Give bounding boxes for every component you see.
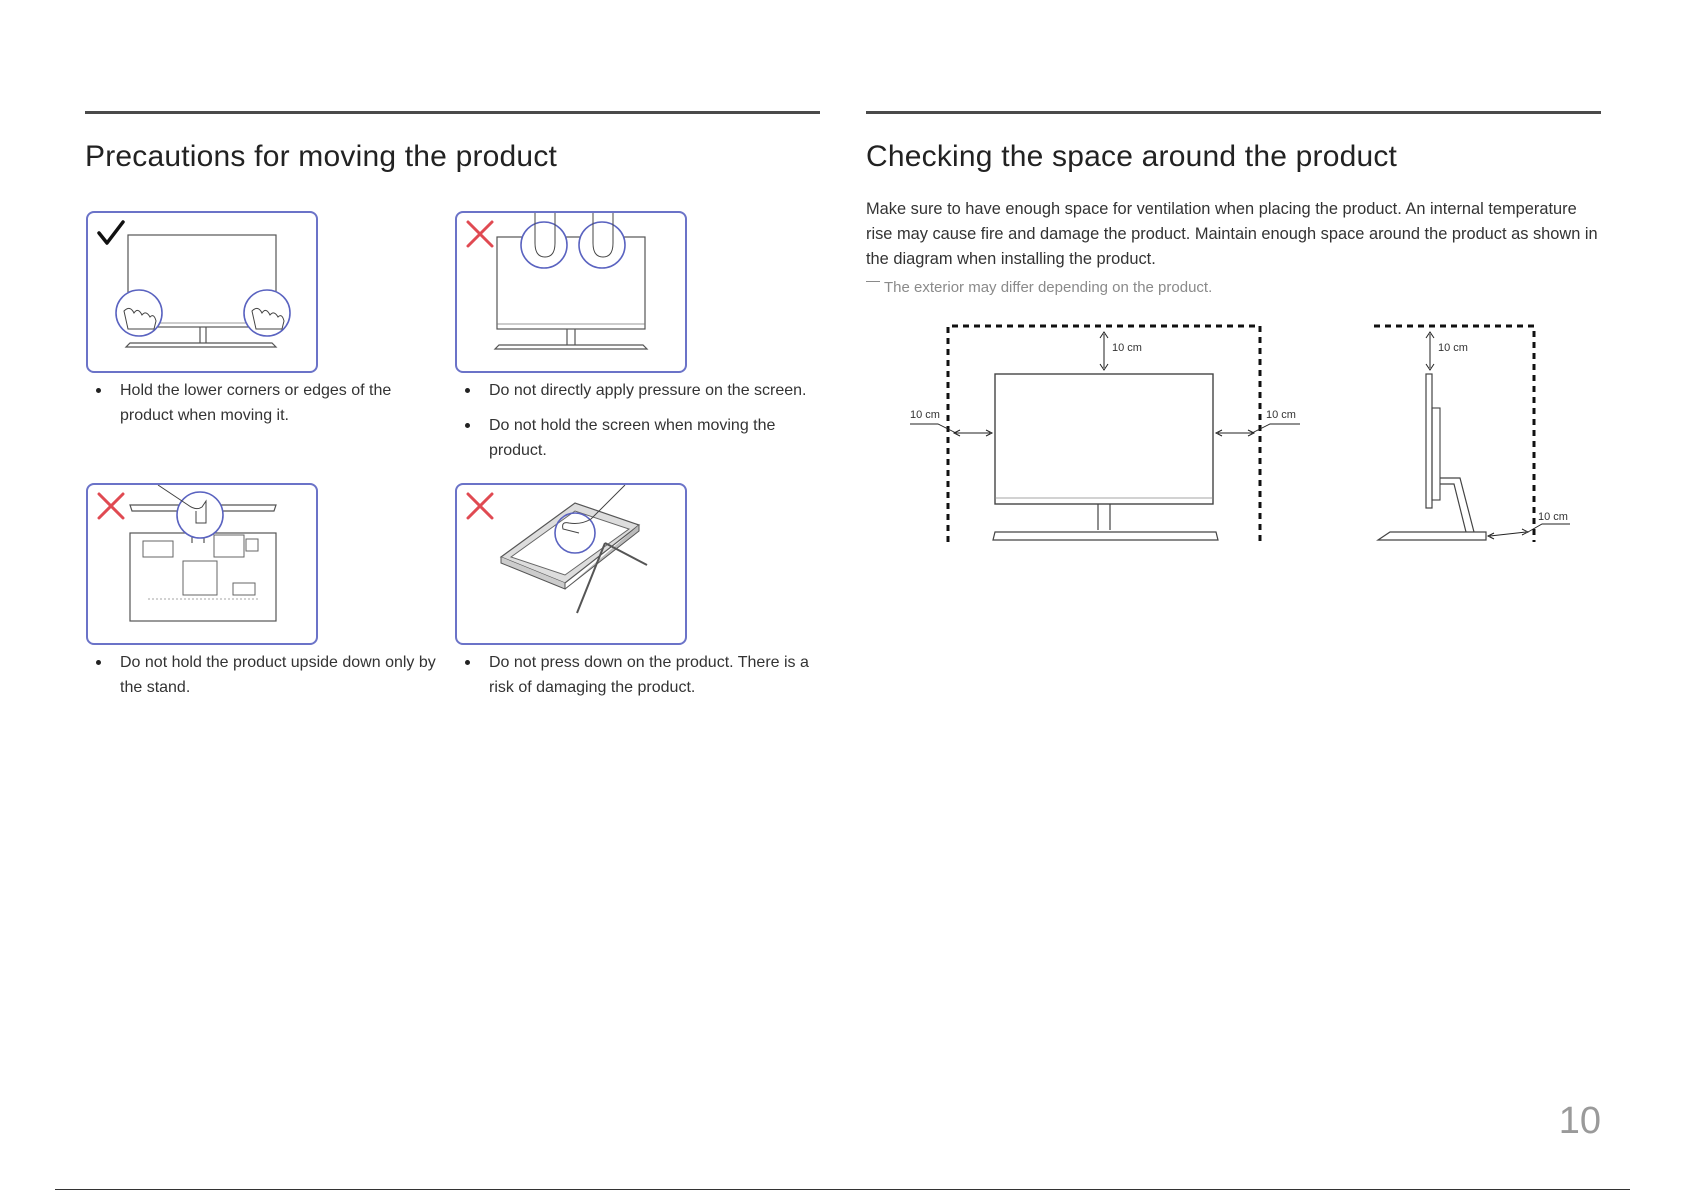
front-top-label: 10 cm <box>1112 342 1142 354</box>
illustration-upside-down <box>86 483 318 645</box>
check-icon <box>96 219 126 247</box>
section-title-moving: Precautions for moving the product <box>85 140 558 173</box>
bullet-item: Do not press down on the product. There is a risk of damaging the product. <box>455 650 815 700</box>
side-clearance-diagram <box>1370 318 1580 550</box>
bullet-list-3 <box>86 650 446 710</box>
side-back-label: 10 cm <box>1538 511 1568 523</box>
bullet-item: Do not directly apply pressure on the screen. <box>455 378 815 403</box>
ventilation-paragraph: Make sure to have enough space for ventilation when placing the product. An internal temperature rise may cause fire and damage the product. Maintain enough space around the product as shown in the diagram when installing the product. <box>866 200 1598 268</box>
cross-icon <box>465 491 495 521</box>
note-text: The exterior may differ depending on the product. <box>884 279 1213 296</box>
footer-rule <box>55 1189 1630 1190</box>
cross-icon <box>465 219 495 249</box>
page-number: 10 <box>1558 1100 1601 1142</box>
illustration-hold-corners <box>86 211 318 373</box>
exterior-note <box>866 279 1212 296</box>
bullet-item: Do not hold the screen when moving the product. <box>455 413 815 463</box>
bullet-list-4 <box>455 650 815 710</box>
illustration-pressure-screen <box>455 211 687 373</box>
front-clearance-diagram <box>900 318 1310 550</box>
cross-icon <box>96 491 126 521</box>
bullet-item: Hold the lower corners or edges of the product when moving it. <box>86 378 426 428</box>
note-dash <box>866 281 880 282</box>
bullet-list-2 <box>455 378 815 473</box>
top-rule-right <box>866 111 1601 114</box>
bullet-list-1 <box>86 378 426 438</box>
section-title-space: Checking the space around the product <box>866 140 1398 173</box>
top-rule-left <box>85 111 820 114</box>
side-top-label: 10 cm <box>1438 342 1468 354</box>
illustration-press-down <box>455 483 687 645</box>
front-right-label: 10 cm <box>1266 409 1296 421</box>
front-left-label: 10 cm <box>910 409 940 421</box>
bullet-item: Do not hold the product upside down only by the stand. <box>86 650 446 700</box>
